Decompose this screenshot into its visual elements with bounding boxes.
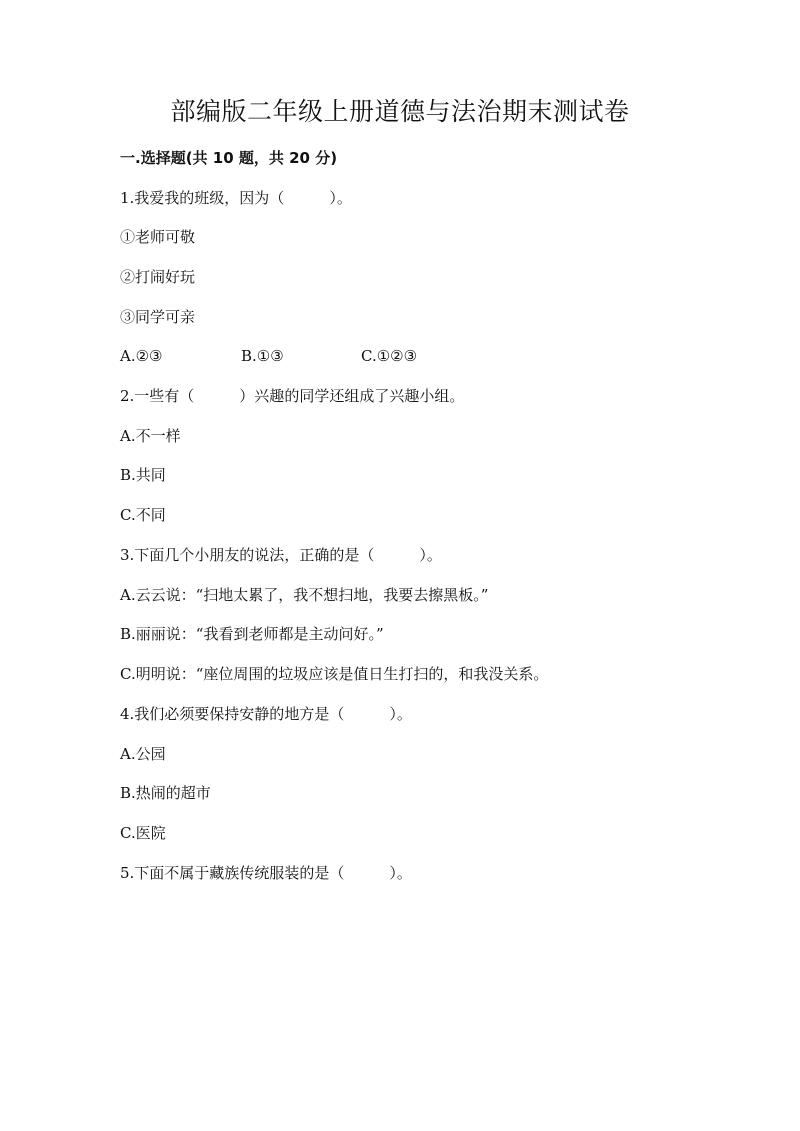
question-1-option-b: B.①③ — [241, 347, 284, 365]
question-1-option-c: C.①②③ — [361, 347, 418, 365]
question-4-option-c: C.医院 — [120, 824, 166, 842]
question-5-stem: 5.下面不属于藏族传统服装的是（ ）。 — [120, 864, 412, 882]
question-1-item-3: ③同学可亲 — [120, 308, 196, 326]
question-3-stem: 3.下面几个小朋友的说法，正确的是（ ）。 — [120, 546, 442, 564]
question-4-option-a: A.公园 — [120, 745, 166, 763]
question-3-option-a: A.云云说：“扫地太累了，我不想扫地，我要去擦黑板。” — [120, 586, 489, 604]
question-1-stem: 1.我爱我的班级，因为（ ）。 — [120, 189, 352, 207]
question-3-option-c: C.明明说：“座位周围的垃圾应该是值日生打扫的，和我没关系。 — [120, 665, 549, 683]
section-heading: 一.选择题(共 10 题，共 20 分) — [120, 149, 338, 167]
question-1-item-1: ①老师可敬 — [120, 228, 196, 246]
question-2-stem: 2.一些有（ ）兴趣的同学还组成了兴趣小组。 — [120, 387, 465, 405]
question-1-option-a: A.②③ — [120, 347, 163, 365]
question-3-option-b: B.丽丽说：“我看到老师都是主动问好。” — [120, 625, 384, 643]
question-2-option-b: B.共同 — [120, 466, 166, 484]
question-2-option-a: A.不一样 — [120, 427, 181, 445]
question-2-option-c: C.不同 — [120, 506, 166, 524]
page-title: 部编版二年级上册道德与法治期末测试卷 — [170, 97, 630, 126]
question-1-item-2: ②打闹好玩 — [120, 268, 196, 286]
question-4-stem: 4.我们必须要保持安静的地方是（ ）。 — [120, 705, 412, 723]
question-4-option-b: B.热闹的超市 — [120, 784, 211, 802]
